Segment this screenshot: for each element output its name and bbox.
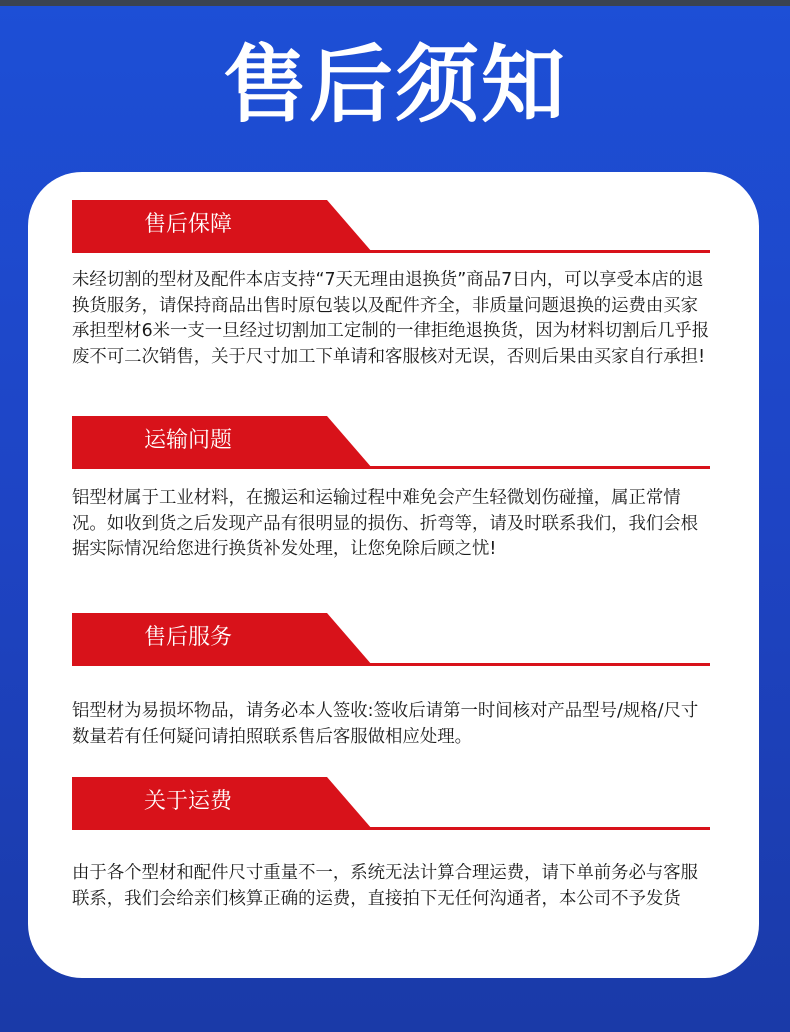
section-body: 由于各个型材和配件尺寸重量不一，系统无法计算合理运费，请下单前务必与客服联系，我们会给亲们核算正确的运费，直接拍下无任何沟通者，本公司不予发货	[72, 863, 699, 909]
section-body: 铝型材属于工业材料，在搬运和运输过程中难免会产生轻微划伤碰撞，属正常情况。如收到货之后发现产品有很明显的损伤、折弯等，请及时联系我们，我们会根据实际情况给您进行换货补发处理，让您免除后顾之忧!	[72, 488, 699, 559]
section-heading: 售后服务	[144, 625, 233, 650]
section-body: 未经切割的型材及配件本店支持“7天无理由退换货”商品7日内，可以享受本店的退换货服务，请保持商品出售时原包装以及配件齐全，非质量问题退换的运费由买家承担型材6米一支一旦经过切割加工定制的一律拒绝退换货，因为材料切割后几乎报废不可二次销售，关于尺寸加工下单请和客服核对无误，否则后果由买家自行承担!	[72, 270, 710, 367]
page-title: 售后须知	[222, 36, 567, 134]
section-shipping-fee	[72, 777, 712, 909]
section-after-sales-guarantee	[72, 200, 712, 367]
section-shipping-issues	[72, 416, 712, 559]
top-strip	[0, 0, 790, 6]
section-divider	[72, 466, 710, 469]
section-heading: 售后保障	[144, 212, 233, 237]
section-heading: 关于运费	[144, 789, 233, 814]
notice-card	[28, 172, 759, 978]
section-body: 铝型材为易损坏物品，请务必本人签收:签收后请第一时间核对产品型号/规格/尺寸数量若有任何疑问请拍照联系售后客服做相应处理。	[72, 701, 699, 747]
section-header	[72, 416, 712, 470]
section-divider	[72, 827, 710, 830]
section-header	[72, 613, 712, 667]
section-after-sales-service	[72, 613, 712, 747]
section-divider	[72, 250, 710, 253]
section-divider	[72, 663, 710, 666]
section-header	[72, 200, 712, 254]
section-header	[72, 777, 712, 831]
section-heading: 运输问题	[144, 428, 233, 453]
